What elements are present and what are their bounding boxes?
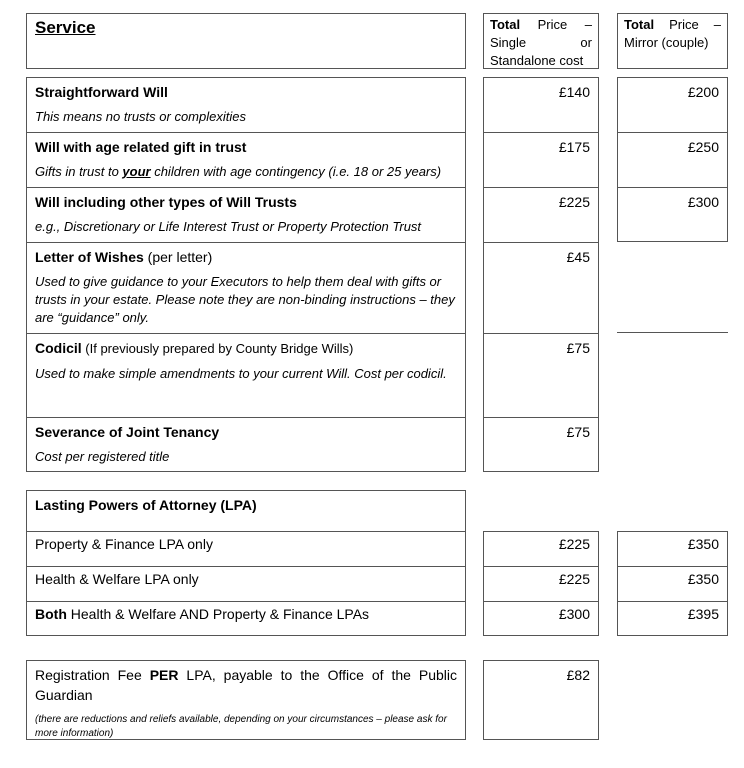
table-row [26, 333, 466, 417]
single-price-cell: £75 [483, 333, 599, 417]
single-price-cell: £225 [483, 531, 599, 566]
service-description: Cost per registered title [35, 449, 170, 464]
service-title: Codicil (If previously prepared by County Bridge Wills) [35, 340, 354, 356]
service-title: Straightforward Will [35, 84, 168, 100]
service-title: Letter of Wishes (per letter) [35, 249, 213, 265]
divider [617, 332, 728, 333]
mirror-price-cell: £350 [617, 566, 728, 601]
mirror-price-header [617, 13, 728, 69]
table-row [26, 417, 466, 472]
table-row [26, 242, 466, 333]
mirror-header-bold: Total [624, 17, 655, 32]
single-price-cell: £140 [483, 77, 599, 132]
table-row [26, 187, 466, 242]
service-title: Severance of Joint Tenancy [35, 424, 220, 440]
single-price-cell: £225 [483, 566, 599, 601]
mirror-price-cell: £200 [617, 77, 728, 132]
mirror-price-cell: £350 [617, 531, 728, 566]
service-description: Gifts in trust to your children with age contingency (i.e. 18 or 25 years) [35, 164, 442, 179]
single-price-header [483, 13, 599, 69]
service-header-cell [26, 13, 466, 69]
table-row [26, 531, 466, 566]
service-heading: Service [35, 18, 96, 37]
mirror-price-cell: £300 [617, 187, 728, 242]
single-price-cell: £75 [483, 417, 599, 472]
registration-fee-note: (there are reductions and reliefs available, depending on your circumstances – please ask for more information) [35, 714, 447, 739]
single-price-cell: £45 [483, 242, 599, 333]
registration-fee-text: Registration Fee PER LPA, payable to the Office of the Public Guardian [35, 667, 457, 703]
service-description: e.g., Discretionary or Life Interest Trust or Property Protection Trust [35, 219, 422, 234]
mirror-price-cell: £395 [617, 601, 728, 636]
service-title: Will including other types of Will Trusts [35, 194, 297, 210]
lpa-row-label: Both Health & Welfare AND Property & Finance LPAs [35, 606, 370, 622]
mirror-header-text: Price – Mirror (couple) [624, 17, 721, 50]
single-header-text: Price – Single or Standalone cost [490, 17, 592, 68]
registration-fee-cell [26, 660, 466, 740]
single-price-cell: £175 [483, 132, 599, 187]
single-price-cell: £82 [483, 660, 599, 740]
single-price-cell: £225 [483, 187, 599, 242]
table-row [26, 601, 466, 636]
service-description: This means no trusts or complexities [35, 109, 246, 124]
lpa-heading-cell [26, 490, 466, 531]
table-row [26, 566, 466, 601]
service-title: Will with age related gift in trust [35, 139, 247, 155]
mirror-price-cell: £250 [617, 132, 728, 187]
emphasis-text: your [122, 164, 151, 179]
single-header-bold: Total [490, 17, 521, 32]
lpa-row-label: Health & Welfare LPA only [35, 571, 199, 587]
lpa-row-label: Property & Finance LPA only [35, 536, 213, 552]
lpa-heading: Lasting Powers of Attorney (LPA) [35, 497, 257, 513]
table-row [26, 77, 466, 132]
single-price-cell: £300 [483, 601, 599, 636]
service-description: Used to make simple amendments to your current Will. Cost per codicil. [35, 366, 447, 381]
table-row [26, 132, 466, 187]
service-description: Used to give guidance to your Executors to help them deal with gifts or trusts in your estate. Please note they are non-binding instructions – they are “guidance” only. [35, 274, 455, 325]
